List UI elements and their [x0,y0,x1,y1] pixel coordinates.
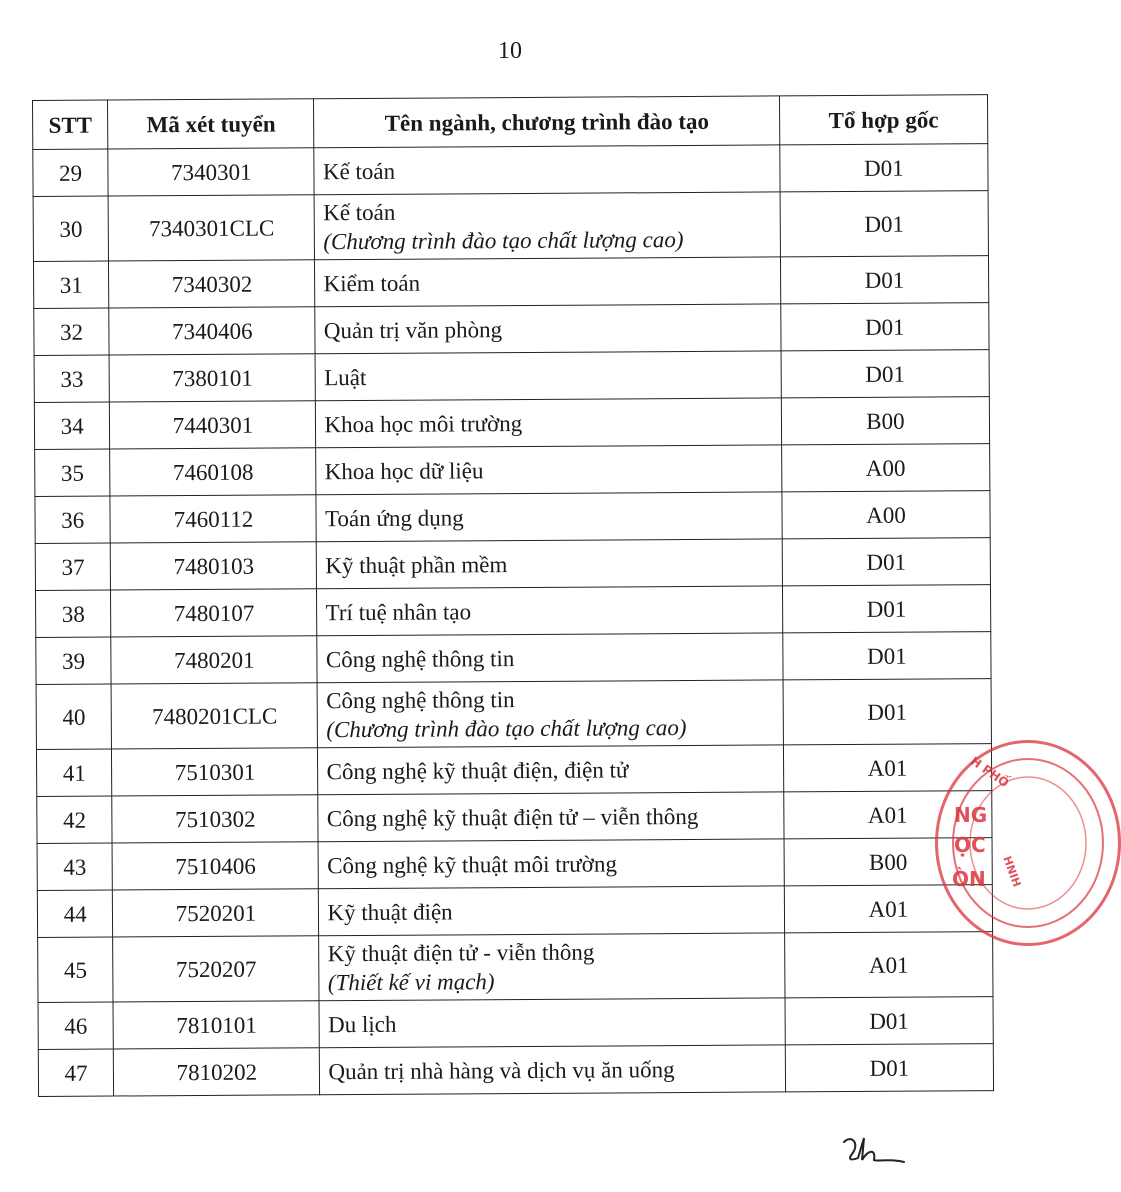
combo-cell: A00 [782,444,990,492]
code-cell: 7810202 [114,1048,320,1096]
program-name-cell [315,192,781,260]
code-cell: 7340406 [109,307,315,355]
program-name: Toán ứng dụng [324,504,464,531]
program-name: Kỹ thuật điện [327,898,453,925]
program-name-cell [320,1045,786,1095]
table-header-row [33,95,988,150]
program-name-cell [316,398,782,448]
table-row [36,679,991,750]
program-note: (Chương trình đào tạo chất lượng cao) [326,715,687,743]
stt-cell: 33 [34,355,110,402]
program-table [32,94,994,1097]
program-name-cell [317,539,783,589]
header-stt: STT [33,100,109,149]
program-name: Công nghệ thông tin [325,645,515,672]
code-cell: 7520201 [113,889,319,937]
stt-cell: 30 [33,196,109,261]
code-cell: 7520207 [113,936,319,1002]
stt-cell: 31 [33,261,109,308]
combo-cell: D01 [782,538,990,586]
program-note: (Chương trình đào tạo chất lượng cao) [323,227,684,255]
code-cell: 7480201CLC [111,683,317,749]
program-name-cell [318,680,784,748]
combo-cell: D01 [785,1044,993,1092]
program-name: Luật [324,364,367,390]
stamp-text-5: HNIH [1000,854,1024,889]
table-row [33,256,988,309]
table-row [33,144,988,197]
combo-cell: D01 [783,632,991,680]
table-row [34,397,989,450]
code-cell: 7460112 [110,495,316,543]
stt-cell: 42 [37,796,113,843]
program-name-cell [319,933,785,1001]
code-cell: 7340301CLC [108,195,314,261]
code-cell: 7340301 [108,148,314,196]
combo-cell: A00 [782,491,990,539]
combo-cell: A01 [784,791,992,839]
table-row [38,997,993,1050]
program-name: Công nghệ kỹ thuật điện, điện tử [326,756,629,784]
program-name-cell [318,792,784,842]
stt-cell: 39 [36,637,112,684]
code-cell: 7480201 [111,636,317,684]
table-row [37,838,992,891]
program-name-cell [315,257,781,307]
program-name-cell [319,839,785,889]
program-name: Kỹ thuật phần mềm [325,551,508,578]
table-row [34,303,989,356]
code-cell: 7380101 [109,354,315,402]
combo-cell: A01 [784,932,993,998]
table-row [35,491,990,544]
stt-cell: 35 [35,449,111,496]
combo-cell: D01 [783,679,992,745]
stt-cell: 44 [37,890,113,937]
program-name-cell [317,586,783,636]
table-row [35,444,990,497]
program-name: Công nghệ kỹ thuật môi trường [327,850,617,878]
program-name: Kế toán [323,199,396,226]
stt-cell: 38 [35,590,111,637]
table-row [35,538,990,591]
code-cell: 7810101 [113,1001,319,1049]
program-note: (Thiết kế vi mạch) [327,969,495,996]
combo-cell: D01 [781,303,989,351]
stamp-text-2: NG [954,803,988,827]
program-name-cell [316,492,782,542]
program-name: Du lịch [328,1011,397,1037]
header-name: Tên ngành, chương trình đào tạo [314,96,780,148]
stt-cell: 46 [38,1002,114,1049]
combo-cell: D01 [780,256,988,304]
header-code: Mã xét tuyển [108,99,314,149]
program-name-cell [315,304,781,354]
program-name: Kỹ thuật điện tử - viễn thông [327,939,595,967]
table-row [33,191,988,262]
program-name-cell [318,745,784,795]
signature-initials-icon [838,1128,918,1173]
stt-cell: 47 [38,1049,114,1096]
program-name: Kế toán [322,158,396,184]
table-row [35,585,990,638]
stt-cell: 32 [34,308,110,355]
combo-cell: A01 [784,885,992,933]
stt-cell: 40 [36,684,112,749]
code-cell: 7480103 [111,542,317,590]
combo-cell: B00 [781,397,989,445]
table-body [33,144,994,1097]
table-row [37,791,992,844]
program-name-cell [319,998,785,1048]
code-cell: 7440301 [110,401,316,449]
combo-cell: D01 [782,585,990,633]
combo-cell: D01 [780,191,989,257]
stt-cell: 41 [36,749,112,796]
program-name: Công nghệ thông tin [326,687,515,714]
combo-cell: D01 [780,144,988,192]
program-name: Quản trị văn phòng [323,316,503,343]
stt-cell: 36 [35,496,111,543]
stamp-text-3: ỌC [954,833,986,857]
code-cell: 7460108 [110,448,316,496]
stamp-text-1: H PHỐ [967,753,1012,791]
program-name: Công nghệ kỹ thuật điện tử – viễn thông [326,803,699,831]
program-name-cell [319,886,785,936]
program-name: Trí tuệ nhân tạo [325,598,472,625]
page-number: 10 [498,38,522,64]
program-name-cell [314,145,780,195]
stt-cell: 29 [33,149,109,196]
program-name: Khoa học dữ liệu [324,457,484,484]
program-name: Kiểm toán [323,270,421,296]
table-row [37,885,992,938]
stt-cell: 37 [35,543,111,590]
table-row [36,632,991,685]
code-cell: 7340302 [109,260,315,308]
table-row [38,932,993,1003]
stamp-text-4: ÒN [952,867,986,891]
program-name-cell [316,351,782,401]
header-combo: Tổ hợp gốc [779,95,987,145]
program-name-cell [316,445,782,495]
combo-cell: D01 [781,350,989,398]
program-name-cell [317,633,783,683]
stt-cell: 45 [38,937,114,1002]
program-name: Khoa học môi trường [324,410,523,437]
code-cell: 7510302 [112,795,318,843]
code-cell: 7510406 [112,842,318,890]
table-row [36,744,991,797]
code-cell: 7510301 [112,748,318,796]
combo-cell: B00 [784,838,992,886]
combo-cell: A01 [783,744,991,792]
stt-cell: 43 [37,843,113,890]
program-name: Quản trị nhà hàng và dịch vụ ăn uống [328,1056,675,1084]
combo-cell: D01 [785,997,993,1045]
stt-cell: 34 [34,402,110,449]
code-cell: 7480107 [111,589,317,637]
table-row [38,1044,993,1097]
table-row [34,350,989,403]
